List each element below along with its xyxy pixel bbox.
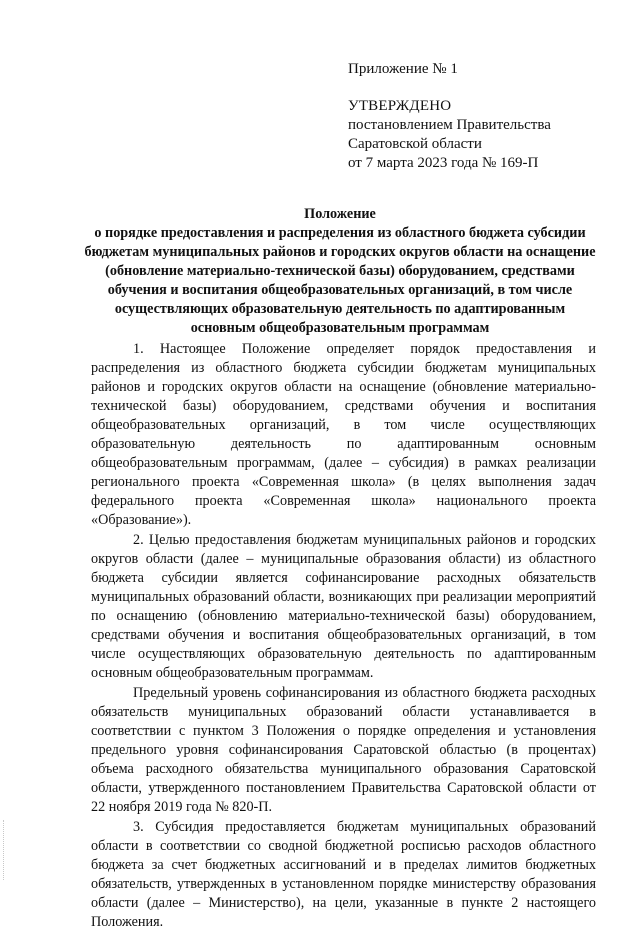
scan-edge-mark	[3, 820, 6, 880]
paragraph-2: 2. Целью предоставления бюджетам муниципальных районов и городских округов области (далее – муниципальные образования области) из областного бюджета субсидии является софинансирование расходных обязательств муниципальных образований области, возникающих при реализации мероприятий по оснащению (обновлению материально-технической базы) оборудованием, средствами обучения и воспитания общеобразовательных организаций, в том числе осуществляющих образовательную деятельность по адаптированным основным общеобразовательным программам.	[91, 532, 596, 681]
approved-by-line: постановлением Правительства	[348, 117, 551, 133]
title-heading: Положение	[304, 206, 376, 222]
approval-stamp	[348, 60, 628, 173]
title-subtitle: о порядке предоставления и распределения из областного бюджета субсидии бюджетам муниципальных районов и городских округов области на оснащение (обновление материально-технической базы) оборудованием, средствами обучения и воспитания общеобразовательных организаций, в том числе осуществляющих образовательную деятельность по адаптированным основным общеобразовательным программам	[84, 225, 596, 336]
approved-label: УТВЕРЖДЕНО	[348, 98, 452, 114]
appendix-label: Приложение № 1	[348, 61, 458, 77]
approved-date-line: от 7 марта 2023 года № 169-П	[348, 155, 539, 171]
paragraph-co-financing: Предельный уровень софинансирования из областного бюджета расходных обязательств муниципальных образований области устанавливается в соответствии с пунктом 3 Положения о порядке определения и установления предельного уровня софинансирования Саратовской областью (в процентах) объема расходного обязательства муниципального образования Саратовской области, утвержденного постановлением Правительства Саратовской области от 22 ноября 2019 года № 820-П.	[91, 685, 596, 815]
document-title	[82, 205, 598, 338]
paragraph-1: 1. Настоящее Положение определяет порядок предоставления и распределения из областного бюджета субсидии бюджетам муниципальных районов и городских округов области на оснащение (обновление материально-технической базы) оборудованием, средствами обучения и воспитания общеобразовательных организаций, в том числе осуществляющих образовательную деятельность по адаптированным основным общеобразовательным программам, (далее – субсидия) в рамках реализации регионального проекта «Современная школа» (в целях выполнения задач федерального проекта «Современная школа» национального проекта «Образование»).	[91, 341, 596, 528]
approved-region-line: Саратовской области	[348, 136, 482, 152]
document-body	[91, 340, 596, 932]
paragraph-3: 3. Субсидия предоставляется бюджетам муниципальных образований области в соответствии со сводной бюджетной росписью расходов областного бюджета за счет бюджетных ассигнований и в пределах лимитов бюджетных обязательств, утвержденных в установленном порядке министерству образования области (далее – Министерство), на цели, указанные в пункте 2 настоящего Положения.	[91, 819, 596, 930]
